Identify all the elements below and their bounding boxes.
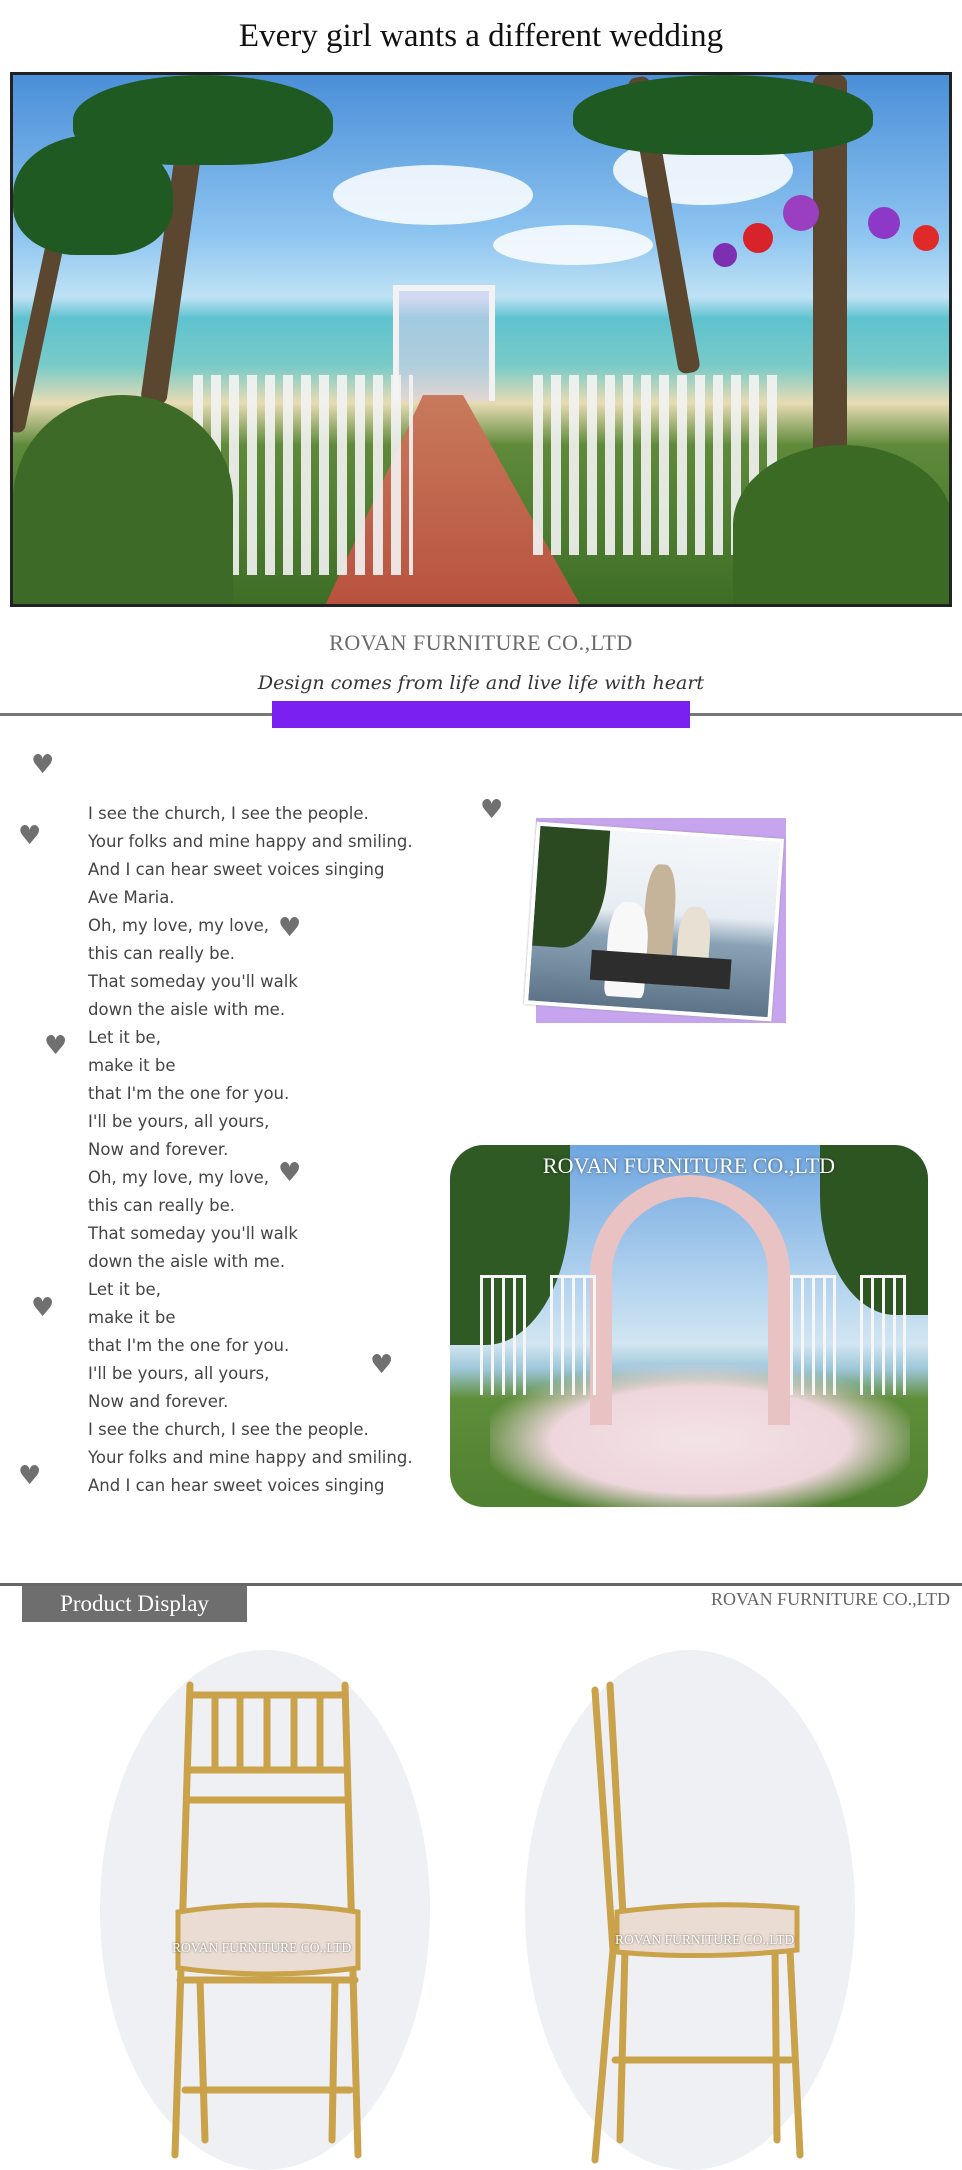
paper-lantern	[868, 207, 900, 239]
poem-line: Your folks and mine happy and smiling.	[88, 832, 413, 851]
paper-lantern	[713, 243, 737, 267]
poem-line: Let it be,	[88, 1280, 161, 1299]
chiavari-chair	[790, 1275, 836, 1395]
paper-lantern	[783, 195, 819, 231]
paper-lantern	[743, 223, 773, 253]
poem-line: That someday you'll walk	[88, 972, 298, 991]
heart-icon: ♥	[44, 1031, 68, 1061]
chiavari-chair	[550, 1275, 596, 1395]
product-watermark: ROVAN FURNITURE CO.,LTD	[615, 1932, 795, 1947]
heart-icon: ♥	[31, 750, 55, 780]
heart-icon: ♥	[278, 1158, 302, 1188]
poem-line: That someday you'll walk	[88, 1224, 298, 1243]
poem-line: this can really be.	[88, 944, 235, 963]
product-card-side[interactable]	[525, 1650, 855, 2170]
product-card-front[interactable]	[100, 1650, 430, 2170]
poem-line: Oh, my love, my love,	[88, 916, 270, 935]
chiavari-chair	[480, 1275, 526, 1395]
heart-icon: ♥	[18, 1461, 42, 1491]
poem-line: down the aisle with me.	[88, 1252, 286, 1271]
poem-line: And I can hear sweet voices singing	[88, 860, 385, 879]
poem-line: Ave Maria.	[88, 888, 175, 907]
poem-line: make it be	[88, 1308, 176, 1327]
poem-line: Now and forever.	[88, 1392, 229, 1411]
poem-line: that I'm the one for you.	[88, 1336, 290, 1355]
poem-line: I'll be yours, all yours,	[88, 1112, 270, 1131]
poem-line: make it be	[88, 1056, 176, 1075]
poem-lyrics	[88, 800, 448, 1500]
bush-shape	[13, 395, 233, 605]
bush-shape	[733, 445, 952, 605]
palm-leaves	[13, 135, 173, 255]
poem-line: that I'm the one for you.	[88, 1084, 290, 1103]
poem-line: And I can hear sweet voices singing	[88, 1476, 385, 1495]
palm-shape	[532, 826, 610, 951]
page-title: Every girl wants a different wedding	[238, 18, 724, 54]
poem-line: I'll be yours, all yours,	[88, 1364, 270, 1383]
product-display-tab[interactable]: Product Display	[22, 1586, 247, 1622]
heart-icon: ♥	[18, 821, 42, 851]
company-name-right: ROVAN FURNITURE CO.,LTD	[710, 1589, 950, 1609]
slogan: Design comes from life and live life with heart	[257, 672, 705, 694]
bride-figure	[604, 901, 651, 999]
heart-icon: ♥	[278, 913, 302, 943]
accent-bar	[272, 701, 690, 728]
poem-line: Your folks and mine happy and smiling.	[88, 1448, 413, 1467]
flower-arch-photo	[450, 1145, 928, 1507]
chiavari-chair-front-view	[100, 1650, 430, 2170]
poem-line: this can really be.	[88, 1196, 235, 1215]
poem-line: Now and forever.	[88, 1140, 229, 1159]
poem-line: Let it be,	[88, 1028, 161, 1047]
chiavari-chair	[860, 1275, 906, 1395]
company-name: ROVAN FURNITURE CO.,LTD	[329, 630, 633, 655]
paper-lantern	[913, 225, 939, 251]
cloud-shape	[493, 225, 653, 265]
flower-arch	[590, 1175, 790, 1425]
hero-beach-wedding-image	[10, 72, 952, 607]
poem-line: Oh, my love, my love,	[88, 1168, 270, 1187]
poem-line: I see the church, I see the people.	[88, 1420, 369, 1439]
chiavari-chair-side-view	[525, 1650, 855, 2170]
cloud-shape	[333, 165, 533, 225]
heart-icon: ♥	[480, 795, 504, 825]
couple-photo	[524, 822, 784, 1022]
poem-line: down the aisle with me.	[88, 1000, 286, 1019]
photo-watermark: ROVAN FURNITURE CO.,LTD	[542, 1153, 836, 1178]
poem-line: I see the church, I see the people.	[88, 804, 369, 823]
heart-icon: ♥	[370, 1350, 394, 1380]
heart-icon: ♥	[31, 1293, 55, 1323]
product-watermark: ROVAN FURNITURE CO.,LTD	[172, 1940, 352, 1955]
palm-leaves	[573, 75, 873, 155]
